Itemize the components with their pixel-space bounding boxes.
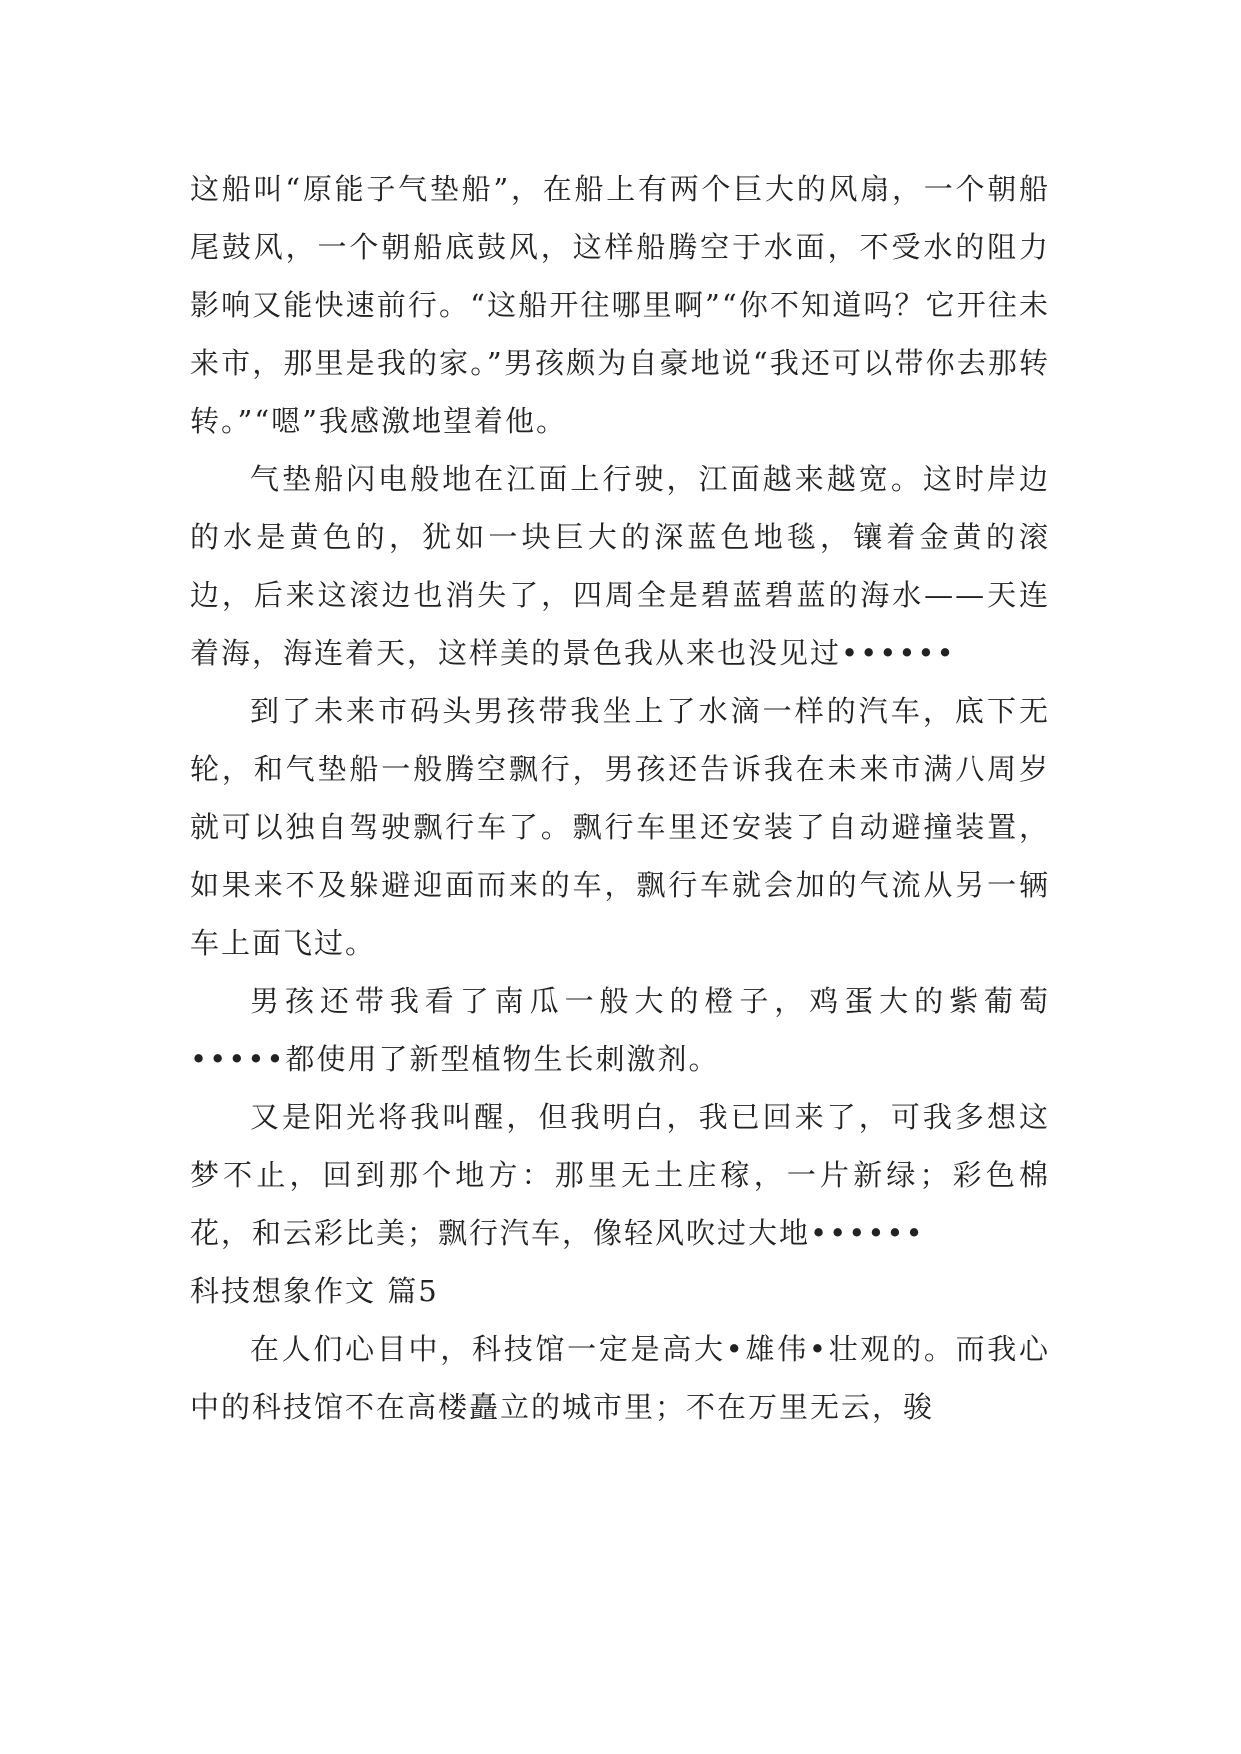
paragraph-2: 气垫船闪电般地在江面上行驶，江面越来越宽。这时岸边的水是黄色的，犹如一块巨大的深蓝色地毯，镶着金黄的滚边，后来这滚边也消失了，四周全是碧蓝碧蓝的海水——天连着海，海连着天，这样美的景色我从来也没见过•••••• [190,462,1050,670]
paragraph-4: 男孩还带我看了南瓜一般大的橙子，鸡蛋大的紫葡萄•••••都使用了新型植物生长刺激剂。 [190,984,1050,1076]
paragraph-6: 在人们心目中，科技馆一定是高大•雄伟•壮观的。而我心中的科技馆不在高楼矗立的城市里；不在万里无云，骏 [190,1332,1050,1424]
document-body [190,160,1050,1436]
paragraph-1: 这船叫“原能子气垫船”，在船上有两个巨大的风扇，一个朝船尾鼓风，一个朝船底鼓风，这样船腾空于水面，不受水的阻力影响又能快速前行。“这船开往哪里啊”“你不知道吗？它开往未来市，那里是我的家。”男孩颇为自豪地说“我还可以带你去那转转。”“嗯”我感激地望着他。 [190,172,1050,438]
paragraph-5: 又是阳光将我叫醒，但我明白，我已回来了，可我多想这梦不止，回到那个地方：那里无土庄稼，一片新绿；彩色棉花，和云彩比美；飘行汽车，像轻风吹过大地•••••• [190,1100,1050,1250]
paragraph-3: 到了未来市码头男孩带我坐上了水滴一样的汽车，底下无轮，和气垫船一般腾空飘行，男孩还告诉我在未来市满八周岁就可以独自驾驶飘行车了。飘行车里还安装了自动避撞装置，如果来不及躲避迎面而来的车，飘行车就会加的气流从另一辆车上面飞过。 [190,694,1050,960]
section-heading: 科技想象作文 篇5 [190,1274,439,1308]
